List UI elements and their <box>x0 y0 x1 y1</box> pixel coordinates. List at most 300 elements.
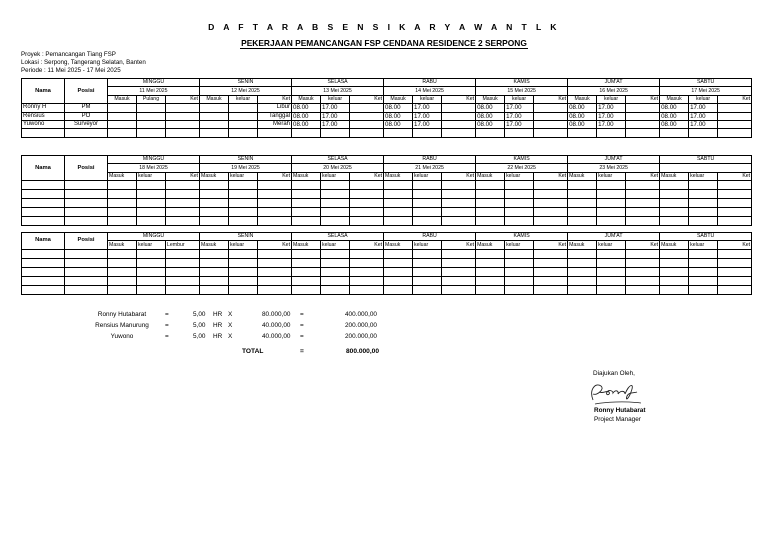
cell-keluar <box>505 267 534 276</box>
employee-name <box>22 208 65 217</box>
cell-ket <box>442 249 476 258</box>
cell-keluar <box>321 249 350 258</box>
cell-ket <box>534 208 568 217</box>
cell-masuk <box>568 190 597 199</box>
cell-masuk: 08.00 <box>476 112 505 120</box>
header-date: 19 Mei 2025 <box>200 164 292 172</box>
cell-keluar <box>321 181 350 190</box>
employee-name <box>22 217 65 226</box>
cell-ket <box>258 181 292 190</box>
cell-keluar <box>689 199 718 208</box>
cell-ket <box>718 258 752 267</box>
cell-masuk <box>660 181 689 190</box>
header-day: RABU <box>384 79 476 87</box>
cell-ket <box>534 112 568 120</box>
header-keluar: keluar <box>413 172 442 180</box>
cell-keluar <box>597 217 626 226</box>
cell-keluar <box>413 199 442 208</box>
employee-name: Rensius <box>22 112 65 120</box>
header-date: 11 Mei 2025 <box>108 87 200 95</box>
header-day: SELASA <box>292 79 384 87</box>
header-masuk: Masuk <box>200 241 229 249</box>
cell-ket <box>442 199 476 208</box>
cell-keluar: 17.00 <box>689 112 718 120</box>
cell-ket <box>442 104 476 112</box>
cell-keluar <box>505 217 534 226</box>
summary-equals: = <box>165 333 169 340</box>
header-posisi: Posisi <box>65 156 108 181</box>
cell-masuk <box>200 199 229 208</box>
summary-equals-2: = <box>300 333 304 340</box>
cell-keluar <box>137 112 166 120</box>
employee-name: Yuwono <box>22 120 65 128</box>
cell-keluar <box>137 181 166 190</box>
table-row <box>22 285 752 294</box>
cell-keluar <box>137 249 166 258</box>
cell-ket <box>442 285 476 294</box>
cell-masuk <box>384 249 413 258</box>
header-ket: Ket <box>534 172 568 180</box>
cell-keluar <box>597 267 626 276</box>
header-keluar: keluar <box>137 241 166 249</box>
cell-ket <box>442 276 476 285</box>
cell-masuk <box>292 199 321 208</box>
cell-ket <box>442 181 476 190</box>
header-ket: Ket <box>350 241 384 249</box>
header-nama: Nama <box>22 156 65 181</box>
attendance-table-week3 <box>21 232 752 295</box>
cell-masuk <box>384 258 413 267</box>
cell-ket <box>534 285 568 294</box>
cell-keluar <box>137 120 166 128</box>
handwritten-signature-icon <box>585 378 645 408</box>
header-masuk: Masuk <box>292 95 321 103</box>
cell-ket <box>442 112 476 120</box>
cell-masuk <box>292 181 321 190</box>
summary-hr: HR <box>213 322 223 329</box>
cell-keluar <box>689 276 718 285</box>
cell-ket <box>166 120 200 128</box>
cell-keluar <box>689 285 718 294</box>
cell-keluar <box>321 190 350 199</box>
cell-masuk <box>660 208 689 217</box>
header-day: JUM'AT <box>568 156 660 164</box>
header-day: JUM'AT <box>568 233 660 241</box>
total-value: 800.000,00 <box>346 348 380 355</box>
cell-keluar: 17.00 <box>597 120 626 128</box>
cell-masuk: 08.00 <box>292 104 321 112</box>
cell-masuk <box>108 276 137 285</box>
summary-name: Rensius Manurung <box>95 322 149 329</box>
document-subtitle <box>0 38 768 48</box>
cell-ket <box>350 112 384 120</box>
cell-ket <box>718 199 752 208</box>
employee-name: Ronny H <box>22 104 65 112</box>
cell-ket <box>718 267 752 276</box>
cell-masuk <box>660 129 689 137</box>
cell-masuk <box>476 208 505 217</box>
header-keluar: keluar <box>689 172 718 180</box>
cell-ket <box>258 285 292 294</box>
cell-keluar <box>137 285 166 294</box>
cell-keluar <box>321 276 350 285</box>
summary-x: X <box>228 333 233 340</box>
cell-masuk <box>384 181 413 190</box>
header-day: SABTU <box>660 79 752 87</box>
cell-ket <box>350 267 384 276</box>
cell-ket <box>626 112 660 120</box>
cell-keluar <box>321 199 350 208</box>
cell-masuk <box>108 258 137 267</box>
cell-keluar <box>229 129 258 137</box>
summary-x: X <box>228 322 233 329</box>
header-keluar: keluar <box>229 95 258 103</box>
cell-masuk <box>200 276 229 285</box>
header-day: MINGGU <box>108 79 200 87</box>
cell-ket <box>258 199 292 208</box>
header-ket: Ket <box>258 95 292 103</box>
cell-masuk <box>568 258 597 267</box>
header-date: 12 Mei 2025 <box>200 87 292 95</box>
cell-ket <box>166 258 200 267</box>
cell-masuk: 08.00 <box>384 120 413 128</box>
cell-masuk <box>476 285 505 294</box>
header-masuk: Masuk <box>292 241 321 249</box>
employee-position <box>65 249 108 258</box>
cell-masuk <box>108 181 137 190</box>
cell-keluar <box>505 129 534 137</box>
header-keluar: keluar <box>321 241 350 249</box>
cell-masuk <box>108 217 137 226</box>
cell-keluar <box>689 267 718 276</box>
cell-masuk <box>108 112 137 120</box>
cell-masuk <box>292 190 321 199</box>
cell-keluar <box>229 285 258 294</box>
cell-ket <box>626 249 660 258</box>
header-day: KAMIS <box>476 233 568 241</box>
header-ket: Ket <box>258 172 292 180</box>
header-masuk: Masuk <box>476 172 505 180</box>
header-keluar: keluar <box>597 241 626 249</box>
info-periode: Periode : 11 Mei 2025 - 17 Mei 2025 <box>21 67 121 74</box>
cell-masuk: 08.00 <box>292 120 321 128</box>
employee-name <box>22 267 65 276</box>
cell-ket <box>534 120 568 128</box>
cell-masuk <box>200 208 229 217</box>
cell-ket <box>166 285 200 294</box>
cell-masuk: 08.00 <box>292 112 321 120</box>
cell-ket <box>718 190 752 199</box>
cell-ket <box>534 199 568 208</box>
header-date: 14 Mei 2025 <box>384 87 476 95</box>
cell-keluar: 17.00 <box>597 112 626 120</box>
cell-keluar <box>597 285 626 294</box>
cell-masuk <box>108 267 137 276</box>
header-date: 15 Mei 2025 <box>476 87 568 95</box>
cell-ket-libur: Merah <box>258 120 292 128</box>
header-nama: Nama <box>22 233 65 250</box>
cell-keluar <box>413 181 442 190</box>
cell-keluar <box>689 129 718 137</box>
table-row <box>22 181 752 190</box>
cell-keluar <box>229 208 258 217</box>
cell-keluar <box>597 181 626 190</box>
cell-ket <box>442 190 476 199</box>
cell-masuk <box>568 267 597 276</box>
header-masuk: Masuk <box>200 172 229 180</box>
cell-ket <box>166 129 200 137</box>
header-keluar: keluar <box>689 95 718 103</box>
cell-masuk: 08.00 <box>660 112 689 120</box>
cell-masuk <box>200 217 229 226</box>
cell-ket <box>626 208 660 217</box>
info-lokasi: Lokasi : Serpong, Tangerang Selatan, Banten <box>21 59 146 66</box>
cell-ket <box>442 120 476 128</box>
header-ket: Ket <box>442 95 476 103</box>
header-masuk: Masuk <box>108 172 137 180</box>
cell-masuk: 08.00 <box>568 120 597 128</box>
cell-ket <box>626 199 660 208</box>
header-keluar: keluar <box>505 241 534 249</box>
header-posisi: Posisi <box>65 233 108 250</box>
employee-name <box>22 199 65 208</box>
header-masuk: Masuk <box>108 95 137 103</box>
cell-ket <box>626 190 660 199</box>
attendance-table-week2 <box>21 155 752 226</box>
submitted-by-label: Diajukan Oleh, <box>593 370 635 377</box>
cell-ket <box>534 249 568 258</box>
header-masuk: Masuk <box>476 241 505 249</box>
cell-masuk: 08.00 <box>384 104 413 112</box>
cell-keluar <box>505 276 534 285</box>
employee-name <box>22 129 65 137</box>
cell-keluar: 17.00 <box>321 120 350 128</box>
employee-name <box>22 249 65 258</box>
cell-ket <box>718 217 752 226</box>
header-date: 13 Mei 2025 <box>292 87 384 95</box>
employee-position <box>65 199 108 208</box>
header-keluar: keluar <box>505 95 534 103</box>
cell-keluar <box>505 190 534 199</box>
header-ket: Ket <box>626 172 660 180</box>
summary-hr: HR <box>213 333 223 340</box>
cell-ket <box>718 112 752 120</box>
cell-masuk <box>200 112 229 120</box>
header-masuk: Masuk <box>384 241 413 249</box>
cell-masuk <box>384 285 413 294</box>
cell-masuk <box>660 267 689 276</box>
summary-total: 200.000,00 <box>345 322 377 329</box>
table-row <box>22 129 752 137</box>
cell-masuk <box>568 208 597 217</box>
cell-masuk <box>568 249 597 258</box>
cell-ket <box>166 267 200 276</box>
attendance-table-week1 <box>21 78 752 138</box>
total-label: TOTAL <box>242 348 264 355</box>
cell-keluar <box>413 208 442 217</box>
cell-masuk <box>476 181 505 190</box>
header-masuk: Masuk <box>568 172 597 180</box>
header-ket: Ket <box>718 95 752 103</box>
table-row <box>22 267 752 276</box>
cell-masuk <box>660 249 689 258</box>
cell-keluar: 17.00 <box>689 104 718 112</box>
cell-ket-libur: Tanggal <box>258 112 292 120</box>
cell-ket <box>534 258 568 267</box>
summary-name: Ronny Hutabarat <box>97 311 147 318</box>
cell-keluar <box>505 285 534 294</box>
employee-position <box>65 285 108 294</box>
cell-masuk <box>200 104 229 112</box>
cell-keluar <box>321 129 350 137</box>
cell-ket <box>350 104 384 112</box>
table-row <box>22 217 752 226</box>
header-ket: Ket <box>626 95 660 103</box>
cell-keluar <box>505 181 534 190</box>
table-row <box>22 112 752 120</box>
cell-ket <box>350 217 384 226</box>
cell-keluar <box>413 258 442 267</box>
header-ket: Lembur <box>166 241 200 249</box>
cell-keluar <box>137 208 166 217</box>
header-date: 20 Mei 2025 <box>292 164 384 172</box>
cell-masuk <box>384 129 413 137</box>
cell-ket <box>442 267 476 276</box>
cell-keluar: 17.00 <box>505 112 534 120</box>
header-day: MINGGU <box>108 233 200 241</box>
cell-keluar <box>229 104 258 112</box>
cell-ket <box>350 199 384 208</box>
cell-ket <box>166 217 200 226</box>
cell-keluar <box>229 181 258 190</box>
cell-keluar: 17.00 <box>321 112 350 120</box>
cell-masuk <box>292 208 321 217</box>
cell-ket <box>350 249 384 258</box>
cell-keluar <box>229 258 258 267</box>
cell-keluar <box>321 217 350 226</box>
header-day: KAMIS <box>476 156 568 164</box>
cell-masuk <box>292 217 321 226</box>
summary-x: X <box>228 311 233 318</box>
cell-masuk <box>384 217 413 226</box>
cell-ket <box>258 276 292 285</box>
cell-ket <box>258 249 292 258</box>
cell-masuk <box>384 267 413 276</box>
header-keluar: keluar <box>597 95 626 103</box>
summary-equals: = <box>165 311 169 318</box>
document-title: D A F T A R A B S E N S I K A R Y A W A N T L K <box>208 22 560 32</box>
cell-keluar <box>689 249 718 258</box>
cell-keluar <box>413 217 442 226</box>
summary-rate: 80.000,00 <box>262 311 291 318</box>
cell-masuk <box>200 249 229 258</box>
cell-masuk: 08.00 <box>568 104 597 112</box>
cell-ket <box>718 285 752 294</box>
cell-keluar <box>137 129 166 137</box>
header-day: SABTU <box>660 156 752 164</box>
cell-keluar <box>597 129 626 137</box>
cell-keluar <box>413 267 442 276</box>
cell-ket-libur: Libur <box>258 104 292 112</box>
table-row <box>22 199 752 208</box>
summary-rate: 40.000,00 <box>262 333 291 340</box>
header-ket: Ket <box>258 241 292 249</box>
cell-ket <box>626 181 660 190</box>
cell-masuk: 08.00 <box>384 112 413 120</box>
cell-masuk <box>108 190 137 199</box>
cell-keluar <box>597 249 626 258</box>
cell-masuk <box>660 258 689 267</box>
employee-position: PM <box>65 104 108 112</box>
cell-ket <box>626 285 660 294</box>
header-day: SENIN <box>200 79 292 87</box>
employee-name <box>22 285 65 294</box>
header-masuk: Masuk <box>660 241 689 249</box>
employee-position <box>65 181 108 190</box>
header-masuk: Masuk <box>476 95 505 103</box>
header-day: MINGGU <box>108 156 200 164</box>
cell-ket <box>166 104 200 112</box>
cell-keluar <box>321 258 350 267</box>
cell-ket <box>258 267 292 276</box>
cell-keluar <box>597 199 626 208</box>
summary-total: 400.000,00 <box>345 311 377 318</box>
cell-keluar <box>229 112 258 120</box>
table-row <box>22 276 752 285</box>
cell-keluar <box>137 258 166 267</box>
cell-keluar <box>229 190 258 199</box>
header-date: 17 Mei 2025 <box>660 87 752 95</box>
cell-keluar <box>689 258 718 267</box>
cell-ket <box>166 199 200 208</box>
cell-masuk <box>660 190 689 199</box>
cell-keluar <box>413 285 442 294</box>
cell-keluar <box>413 249 442 258</box>
employee-name <box>22 181 65 190</box>
header-masuk: Masuk <box>108 241 137 249</box>
summary-equals: = <box>165 322 169 329</box>
cell-keluar <box>413 129 442 137</box>
summary-days: 5,00 <box>193 333 206 340</box>
cell-keluar <box>229 249 258 258</box>
cell-masuk <box>476 190 505 199</box>
table-row <box>22 104 752 112</box>
cell-ket <box>718 129 752 137</box>
header-ket: Ket <box>166 172 200 180</box>
header-nama: Nama <box>22 79 65 104</box>
cell-keluar <box>321 208 350 217</box>
summary-name: Yuwono <box>110 333 134 340</box>
header-masuk: Masuk <box>292 172 321 180</box>
cell-masuk <box>384 190 413 199</box>
cell-keluar <box>597 208 626 217</box>
cell-ket <box>258 208 292 217</box>
cell-ket <box>258 217 292 226</box>
cell-keluar <box>689 208 718 217</box>
header-date: 16 Mei 2025 <box>568 87 660 95</box>
header-ket: Ket <box>166 95 200 103</box>
header-keluar: keluar <box>505 172 534 180</box>
summary-equals-2: = <box>300 311 304 318</box>
header-keluar: Pulang <box>137 95 166 103</box>
header-day: SELASA <box>292 233 384 241</box>
cell-keluar: 17.00 <box>505 104 534 112</box>
header-keluar: keluar <box>597 172 626 180</box>
cell-ket <box>166 208 200 217</box>
cell-masuk <box>568 181 597 190</box>
cell-ket <box>718 249 752 258</box>
cell-masuk <box>568 285 597 294</box>
